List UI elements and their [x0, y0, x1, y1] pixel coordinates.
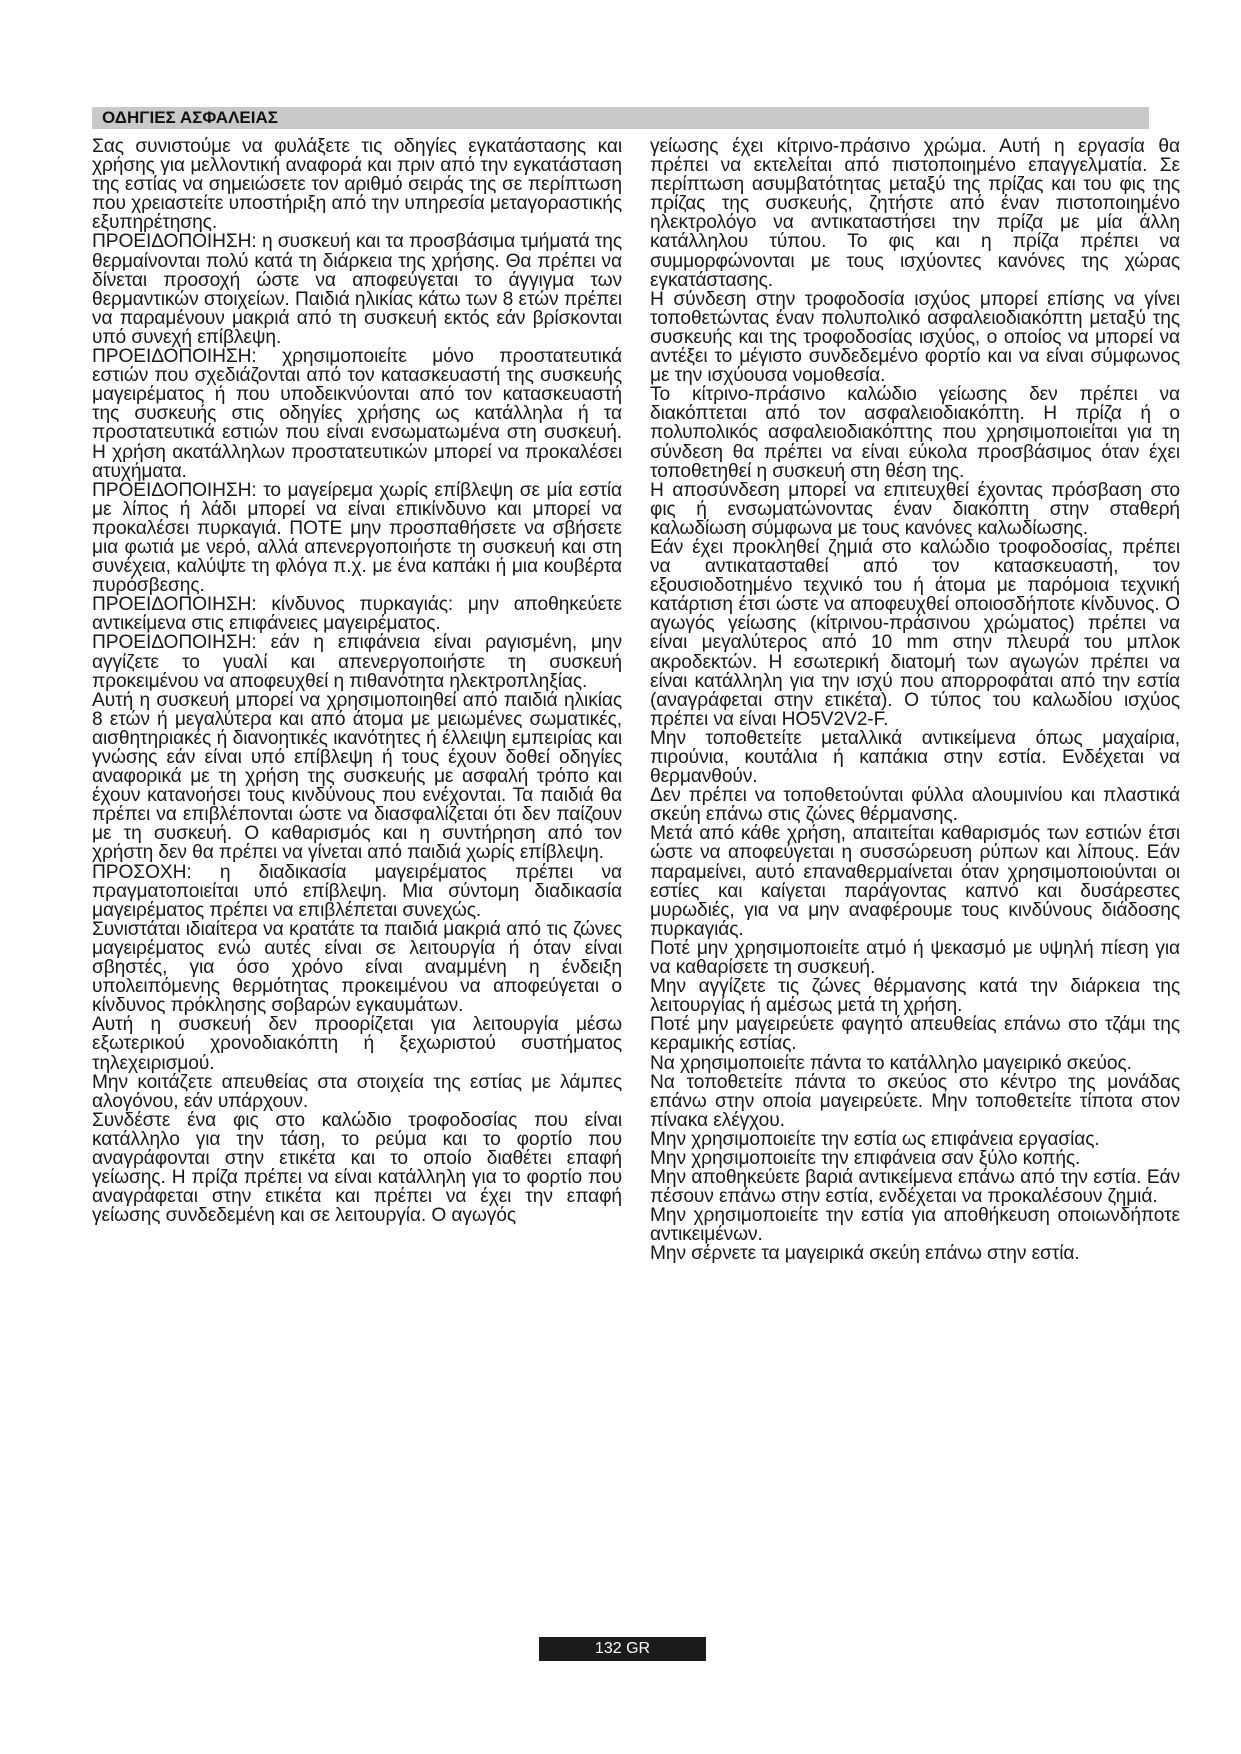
paragraph: Ποτέ μην χρησιμοποιείτε ατμό ή ψεκασμό με υψηλή πίεση για να καθαρίσετε τη συσκευή.: [650, 937, 1180, 979]
paragraph: Ποτέ μην μαγειρεύετε φαγητό απευθείας επάνω στο τζάμι της κεραμικής εστίας.: [650, 1014, 1180, 1055]
page-number: 132 GR: [539, 1637, 706, 1661]
paragraph: Σας συνιστούμε να φυλάξετε τις οδηγίες εγκατάστασης και χρήσης για μελλοντική αναφορά και πριν από την εγκατάσταση της εστίας να σημειώσετε τον αριθμό σειράς της σε περίπτωση που χρειαστείτε υποστήριξη από την υπηρεσία μεταγοραστικής εξυπηρέτησης.: [92, 136, 622, 234]
section-title: ΟΔΗΓΙΕΣ ΑΣΦΑΛΕΙΑΣ: [92, 107, 1149, 129]
paragraph: γείωσης έχει κίτρινο-πράσινο χρώμα. Αυτή η εργασία θα πρέπει να εκτελείται από πιστοποιημένο επαγγελματία. Σε περίπτωση ασυμβατότητας μεταξύ της πρίζας και του φις της πρίζας της συσκευής, ζητήστε από έναν πιστοποιημένο ηλεκτρολόγο να αντικαταστήσει την πρίζα με μία άλλη κατάλληλου τύπου. Το φις και η πρίζα πρέπει να συμμορφώνονται με τους ισχύοντες κανόνες της χώρας εγκατάστασης.: [650, 136, 1180, 291]
paragraph: ΠΡΟΣΟΧΗ: η διαδικασία μαγειρέματος πρέπει να πραγματοποιείται υπό επίβλεψη. Μια σύντομη διαδικασία μαγειρέματος πρέπει να επιβλέπεται συνεχώς.: [92, 861, 622, 921]
paragraph: Μην αγγίζετε τις ζώνες θέρμανσης κατά την διάρκεια της λειτουργίας ή αμέσως μετά τη χρήση.: [650, 976, 1180, 1017]
paragraph: Η σύνδεση στην τροφοδοσία ισχύος μπορεί επίσης να γίνει τοποθετώντας έναν πολυπολικό ασφαλειοδιακόπτη μεταξύ της συσκευής και της τροφοδοσίας ισχύος, ο οποίος να μπορεί να αντέξει το μέγιστο συνδεδεμένο φορτίο και να είναι σύμφωνος με την ισχύουσα νομοθεσία.: [650, 288, 1180, 387]
paragraph: Μην χρησιμοποιείτε την εστία για αποθήκευση οποιωνδήποτε αντικειμένων.: [650, 1205, 1180, 1246]
paragraph: Να τοποθετείτε πάντα το σκεύος στο κέντρο της μονάδας επάνω στην οποία μαγειρεύετε. Μην τοποθετείτε τίποτα στον πίνακα ελέγχου.: [650, 1071, 1180, 1131]
paragraph: Να χρησιμοποιείτε πάντα το κατάλληλο μαγειρικό σκεύος.: [650, 1052, 1132, 1074]
right-column: [650, 137, 1180, 1264]
paragraph: ΠΡΟΕΙΔΟΠΟΙΗΣΗ: η συσκευή και τα προσβάσιμα τμήματά της θερμαίνονται πολύ κατά τη διάρκεια της χρήσης. Θα πρέπει να δίνεται προσοχή ώστε να αποφεύγεται το άγγιγμα των θερμαντικών στοιχείων. Παιδιά ηλικίας κάτω των 8 ετών πρέπει να παραμένουν μακριά από τη συσκευή εκτός εάν βρίσκονται υπό συνεχή επίβλεψη.: [92, 231, 622, 348]
left-column: [92, 137, 622, 1225]
paragraph: Συνδέστε ένα φις στο καλώδιο τροφοδοσίας που είναι κατάλληλο για την τάση, το ρεύμα και το φορτίο που αναγράφονται στην ετικέτα και το οποίο διαθέτει επαφή γείωσης. Η πρίζα πρέπει να είναι κατάλληλη για το φορτίο που αναγράφεται στην ετικέτα και πρέπει να έχει την επαφή γείωσης συνδεδεμένη και σε λειτουργία. Ο αγωγός: [92, 1109, 622, 1227]
paragraph: Η αποσύνδεση μπορεί να επιτευχθεί έχοντας πρόσβαση στο φις ή ενσωματώνοντας έναν διακόπτη στην σταθερή καλωδίωση σύμφωνα με τους κανόνες καλωδίωσης.: [650, 479, 1180, 539]
paragraph: Μην τοποθετείτε μεταλλικά αντικείμενα όπως μαχαίρια, πιρούνια, κουτάλια ή καπάκια στην εστία. Ενδέχεται να θερμανθούν.: [650, 727, 1180, 788]
paragraph: Αυτή η συσκευή δεν προορίζεται για λειτουργία μέσω εξωτερικού χρονοδιακόπτη ή ξεχωριστού συστήματος τηλεχειρισμού.: [92, 1014, 622, 1074]
paragraph: Μην χρησιμοποιείτε την επιφάνεια σαν ξύλο κοπής.: [650, 1147, 1081, 1169]
paragraph: Συνιστάται ιδιαίτερα να κρατάτε τα παιδιά μακριά από τις ζώνες μαγειρέματος ενώ αυτές είναι σε λειτουργία ή όταν είναι σβηστές, για όσο χρόνο είναι αναμμένη η ένδειξη υπολειπόμενης θερμότητας προκειμένου να αποφεύγεται ο κίνδυνος πρόκλησης σοβαρών εγκαυμάτων.: [92, 918, 622, 1017]
paragraph: Το κίτρινο-πράσινο καλώδιο γείωσης δεν πρέπει να διακόπτεται από τον ασφαλειοδιακόπτη. Η πρίζα ή ο πολυπολικός ασφαλειοδιακόπτης που χρησιμοποιείται για τη σύνδεση θα πρέπει να είναι εύκολα προσβάσιμος όταν έχει τοποθετηθεί η συσκευή στη θέση της.: [650, 384, 1180, 482]
paragraph: Μην κοιτάζετε απευθείας στα στοιχεία της εστίας με λάμπες αλογόνου, εάν υπάρχουν.: [92, 1071, 622, 1112]
paragraph: ΠΡΟΕΙΔΟΠΟΙΗΣΗ: κίνδυνος πυρκαγιάς: μην αποθηκεύετε αντικείμενα στις επιφάνειες μαγειρέματος.: [92, 594, 622, 635]
paragraph: Αυτή η συσκευή μπορεί να χρησιμοποιηθεί από παιδιά ηλικίας 8 ετών ή μεγαλύτερα και από άτομα με μειωμένες σωματικές, αισθητηριακές ή διανοητικές ικανότητες ή έλλειψη εμπειρίας και γνώσης εάν είναι υπό επίβλεψη ή τους έχουν δοθεί οδηγίες αναφορικά με τη χρήση της συσκευής με ασφαλή τρόπο και έχουν κατανοήσει τους κινδύνους που ενέχονται. Τα παιδιά θα πρέπει να επιβλέπονται ώστε να διασφαλίζεται ότι δεν παίζουν με τη συσκευή. Ο καθαρισμός και η συντήρηση από τον χρήστη δεν θα πρέπει να γίνεται από παιδιά χωρίς επίβλεψη.: [92, 689, 622, 864]
paragraph: Μην χρησιμοποιείτε την εστία ως επιφάνεια εργασίας.: [650, 1128, 1100, 1150]
paragraph: Εάν έχει προκληθεί ζημιά στο καλώδιο τροφοδοσίας, πρέπει να αντικατασταθεί από τον κατασκευαστή, τον εξουσιοδοτημένο τεχνικό του ή άτομα με παρόμοια τεχνική κατάρτιση έτσι ώστε να αποφευχθεί οποιοσδήποτε κίνδυνος. Ο αγωγός γείωσης (κίτρινου-πράσινου χρώματος) πρέπει να είναι μεγαλύτερος από 10 mm στην πλευρά του μπλοκ ακροδεκτών. Η εσωτερική διατομή των αγωγών πρέπει να είναι κατάλληλη για την ισχύ που απορροφάται από την εστία (αναγράφεται στην ετικέτα). Ο τύπος του καλωδίου ισχύος πρέπει να είναι HO5V2V2-F.: [650, 536, 1180, 730]
paragraph: ΠΡΟΕΙΔΟΠΟΙΗΣΗ: εάν η επιφάνεια είναι ραγισμένη, μην αγγίζετε το γυαλί και απενεργοποιήστε τη συσκευή προκειμένου να αποφευχθεί η πιθανότητα ηλεκτροπληξίας.: [92, 632, 622, 692]
paragraph: Μην σέρνετε τα μαγειρικά σκεύη επάνω στην εστία.: [650, 1243, 1080, 1265]
paragraph: Μετά από κάθε χρήση, απαιτείται καθαρισμός των εστιών έτσι ώστε να αποφεύγεται η συσσώρευση ρύπων και λίπους. Εάν παραμείνει, αυτό επαναθερμαίνεται όταν χρησιμοποιούνται οι εστίες και καίγεται παράγοντας καπνό και δυσάρεστες μυρωδιές, για να μην αναφέρουμε τους κινδύνους διάδοσης πυρκαγιάς.: [650, 823, 1180, 940]
paragraph: Μην αποθηκεύετε βαριά αντικείμενα επάνω από την εστία. Εάν πέσουν επάνω στην εστία, ενδέχεται να προκαλέσουν ζημιά.: [650, 1167, 1180, 1208]
paragraph: ΠΡΟΕΙΔΟΠΟΙΗΣΗ: χρησιμοποιείτε μόνο προστατευτικά εστιών που σχεδιάζονται από τον κατασκευαστή της συσκευής μαγειρέματος ή που υποδεικνύονται από τον κατασκευαστή της συσκευής στις οδηγίες χρήσης ως κατάλληλα ή τα προστατευτικά εστιών που είναι ενσωματωμένα στη συσκευή. Η χρήση ακατάλληλων προστατευτικών μπορεί να προκαλέσει ατυχήματα.: [92, 346, 622, 482]
paragraph: ΠΡΟΕΙΔΟΠΟΙΗΣΗ: το μαγείρεμα χωρίς επίβλεψη σε μία εστία με λίπος ή λάδι μπορεί να είναι επικίνδυνο και μπορεί να προκαλέσει πυρκαγιά. ΠΟΤΕ μην προσπαθήσετε να σβήσετε μια φωτιά με νερό, αλλά απενεργοποιήστε τη συσκευή και στη συνέχεια, καλύψτε τη φλόγα π.χ. με ένα καπάκι ή μια κουβέρτα πυρόσβεσης.: [92, 479, 622, 597]
paragraph: Δεν πρέπει να τοποθετούνται φύλλα αλουμινίου και πλαστικά σκεύη επάνω στις ζώνες θέρμανσης.: [650, 785, 1180, 826]
